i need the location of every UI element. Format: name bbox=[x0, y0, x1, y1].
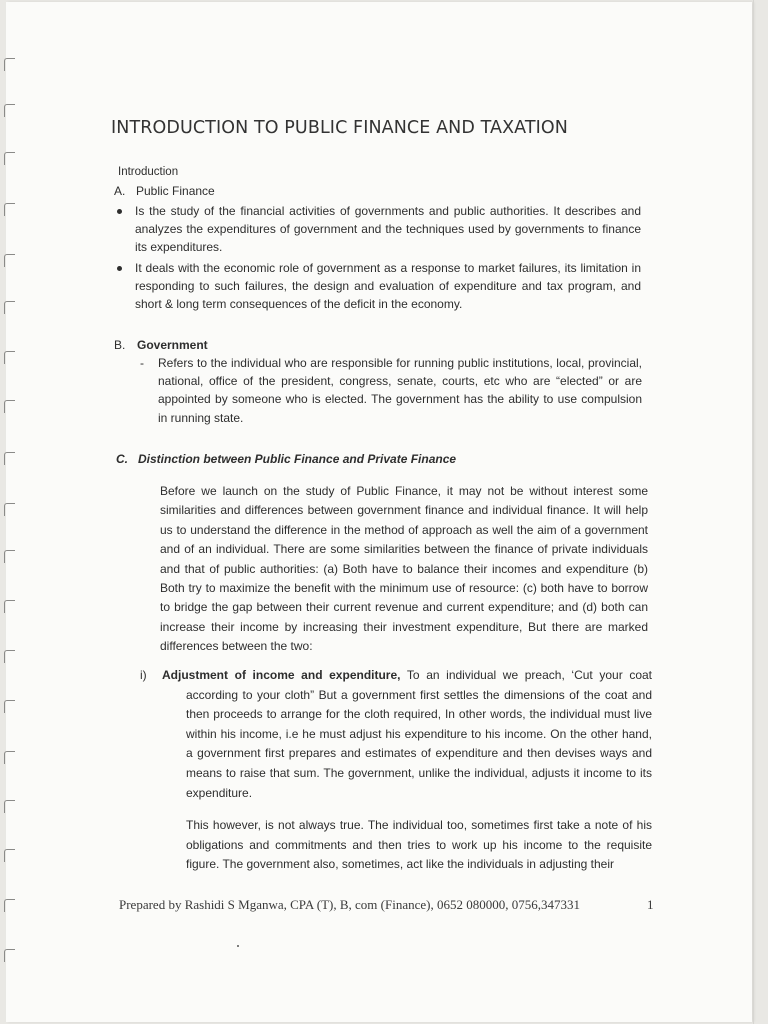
item-i-text2: This however, is not always true. The individual too, sometimes first take a note of his obligations and commitments and then tries to work up his income to the requisite figure. The government also, sometimes, act like the individuals in adjusting their bbox=[186, 818, 652, 872]
section-c-heading: Distinction between Public Finance and Private Finance bbox=[138, 452, 457, 466]
item-i-heading: Adjustment of income and expenditure, bbox=[162, 668, 401, 682]
section-b-text: Refers to the individual who are responsible for running public institutions, local, provincial, national, office of the president, congress, senate, courts, etc who are “elected” or are appointed by someone who is elected. The government has the ability to use compulsion in running state. bbox=[158, 356, 642, 425]
bullet-icon bbox=[117, 209, 122, 214]
section-b-dash: - bbox=[140, 356, 144, 370]
item-i-text: To an individual we preach, ‘Cut your coat according to your cloth” But a government first settles the dimensions of the coat and then proceeds to arrange for the cloth required, In other words, the individual must live within his income, i.e he must adjust his expenditure to his income. On the other hand, a government first prepares and estimates of expenditure and then devises ways and means to raise that sum. The government, unlike the individual, adjusts it income to its expenditure. bbox=[186, 668, 653, 800]
section-a-bullet-2: It deals with the economic role of government as a response to market failures, its limitation in responding to such failures, the design and evaluation of expenditure and tax program, and short & long term consequences of the deficit in the economy. bbox=[135, 261, 641, 312]
section-a-label: A. bbox=[114, 184, 126, 198]
section-b-heading: Government bbox=[137, 338, 208, 352]
section-a-heading: Public Finance bbox=[136, 184, 215, 198]
section-c-paragraph: Before we launch on the study of Public Finance, it may not be without interest some similarities and differences between government finance and individual finance. It will help us to understand the difference in the method of approach as well the aim of a government and of an individual. There are some similarities between the finance of private individuals and that of public authorities: (a) Both have to balance their incomes and expenditure (b) Both try to maximize the benefit with the minimum use of resource: (c) both have to borrow to bridge the gap between their current revenue and current expenditure; and (d) both can increase their income by increasing their investment expenditure, But there are marked differences between the two: bbox=[160, 484, 648, 654]
item-i-label: i) bbox=[140, 668, 147, 682]
binding-holes bbox=[0, 0, 16, 1024]
section-c-label: C. bbox=[116, 452, 128, 466]
item-i-body bbox=[162, 666, 653, 803]
page-edge bbox=[753, 0, 754, 1024]
section-a-bullet-1: Is the study of the financial activities of governments and public authorities. It describes and analyzes the expenditures of government and the techniques used by governments to finance its expenditures. bbox=[135, 204, 641, 255]
document-title: INTRODUCTION TO PUBLIC FINANCE AND TAXATION bbox=[111, 118, 568, 138]
page-number: 1 bbox=[647, 897, 654, 912]
speck bbox=[237, 945, 239, 947]
section-b-label: B. bbox=[114, 338, 126, 352]
intro-heading: Introduction bbox=[118, 166, 179, 178]
bullet-icon bbox=[117, 266, 122, 271]
footer-prepared-by: Prepared by Rashidi S Mganwa, CPA (T), B, com (Finance), 0652 080000, 0756,347331 bbox=[119, 897, 580, 912]
